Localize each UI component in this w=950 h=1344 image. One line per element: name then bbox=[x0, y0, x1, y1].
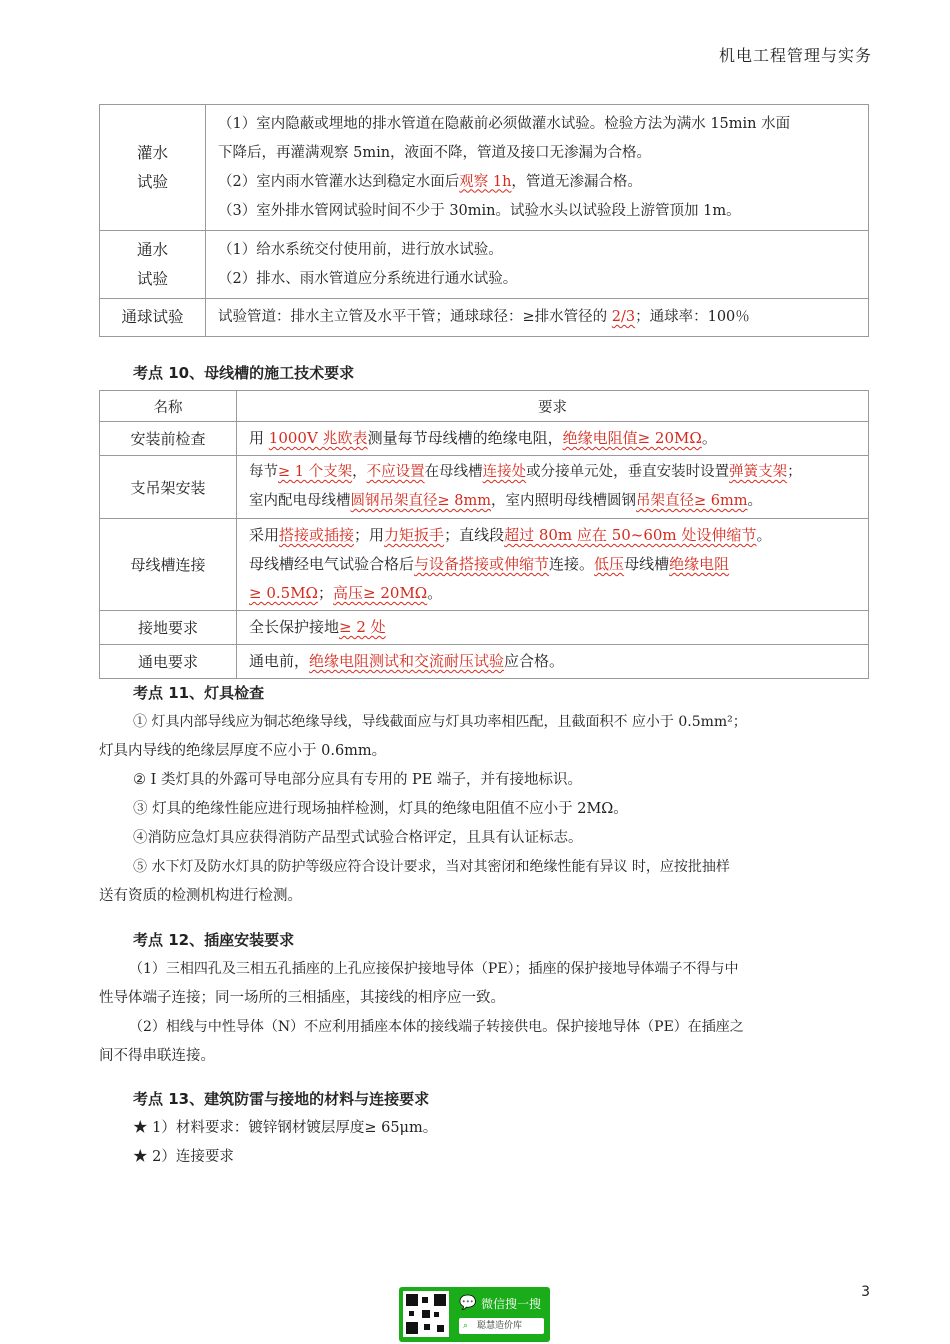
row-body-cell bbox=[237, 645, 869, 679]
text-span: ；通球率：100％ bbox=[635, 309, 750, 325]
row-body-cell bbox=[237, 611, 869, 645]
text-span: 。 bbox=[747, 493, 762, 509]
paragraph-line: ① 灯具内部导线应为铜芯绝缘导线，导线截面应与灯具功率相匹配，且截面积不 应小于 0.5mm²； bbox=[133, 714, 747, 730]
row-body-cell bbox=[206, 299, 869, 337]
text-line: （1）给水系统交付使用前，进行放水试验。 bbox=[218, 241, 503, 258]
qr-code bbox=[403, 1291, 449, 1337]
text-span: ，室内照明母线槽圆钢 bbox=[490, 493, 636, 509]
text-span: 应合格。 bbox=[504, 652, 565, 670]
text-span: 室内配电母线槽 bbox=[249, 493, 351, 509]
text-span: （2）室内雨水管灌水达到稳定水面后 bbox=[218, 173, 460, 190]
row-name: 试验 bbox=[136, 172, 168, 191]
highlight-text: 低压 bbox=[594, 555, 625, 573]
column-header-requirement: 要求 bbox=[237, 391, 869, 422]
text-span: ；直线段 bbox=[444, 526, 505, 544]
row-name-cell bbox=[100, 231, 206, 299]
highlight-text: 与设备搭接或伸缩节 bbox=[414, 555, 550, 573]
text-span: 或分接单元处，垂直安装时设置 bbox=[526, 464, 730, 480]
text-span: 全长保护接地 bbox=[249, 618, 340, 636]
paragraph-line: ④消防应急灯具应获得消防产品型式试验合格评定，且具有认证标志。 bbox=[133, 830, 583, 846]
text-span: 母线槽经电气试验合格后 bbox=[249, 555, 415, 573]
row-name: 支吊架安装 bbox=[100, 456, 237, 519]
paragraph-line: ② Ⅰ 类灯具的外露可导电部分应具有专用的 PE 端子，并有接地标识。 bbox=[133, 772, 583, 788]
paragraph-line: 灯具内导线的绝缘层厚度不应小于 0.6mm。 bbox=[99, 743, 387, 759]
table-row bbox=[100, 299, 869, 337]
highlight-text: 观察 1h bbox=[459, 173, 512, 190]
paragraph-line: 送有资质的检测机构进行检测。 bbox=[99, 888, 302, 904]
text-line: 下降后，再灌满观察 5min，液面不降，管道及接口无渗漏为合格。 bbox=[218, 144, 652, 161]
highlight-text: 高压≥ 20MΩ bbox=[333, 584, 428, 602]
text-span: ；用 bbox=[354, 526, 385, 544]
table-row bbox=[100, 456, 869, 519]
highlight-text: ≥ 0.5MΩ bbox=[249, 584, 318, 602]
row-body-cell bbox=[237, 422, 869, 456]
text-line bbox=[218, 168, 860, 197]
highlight-text: 绝缘电阻值≥ 20MΩ bbox=[562, 429, 702, 447]
text-line bbox=[249, 458, 858, 487]
wechat-search-card[interactable] bbox=[399, 1287, 550, 1342]
text-span: 试验管道：排水主立管及水平干管；通球球径：≥排水管径的 bbox=[218, 309, 612, 325]
paragraph-line: ★ 2）连接要求 bbox=[133, 1149, 234, 1165]
paragraph-line: ③ 灯具的绝缘性能应进行现场抽样检测，灯具的绝缘电阻值不应小于 2MΩ。 bbox=[133, 801, 628, 817]
highlight-text: ≥ 1 个支架 bbox=[278, 464, 353, 480]
text-span: ； bbox=[318, 584, 334, 602]
paragraph-line: （1）三相四孔及三相五孔插座的上孔应接保护接地导体（PE）；插座的保护接地导体端子不得与中 bbox=[129, 961, 739, 977]
highlight-text: 圆钢吊架直径≥ 8mm bbox=[350, 493, 491, 509]
row-name: 通电要求 bbox=[100, 645, 237, 679]
text-span: 每节 bbox=[249, 464, 278, 480]
text-line: （1）室内隐蔽或埋地的排水管道在隐蔽前必须做灌水试验。检验方法为满水 15min 水面 bbox=[218, 115, 791, 132]
wechat-label: 微信搜一搜 bbox=[481, 1297, 542, 1311]
section-title: 考点 12、插座安装要求 bbox=[133, 931, 295, 949]
table-row bbox=[100, 422, 869, 456]
paragraph-line: 性导体端子连接；同一场所的三相插座，其接线的相序应一致。 bbox=[99, 990, 505, 1006]
table-row bbox=[100, 519, 869, 611]
highlight-text: 绝缘电阻测试和交流耐压试验 bbox=[309, 652, 505, 670]
paragraph-line: ★ 1）材料要求：镀锌钢材镀层厚度≥ 65μm。 bbox=[133, 1120, 438, 1136]
text-line: （2）排水、雨水管道应分系统进行通水试验。 bbox=[218, 270, 518, 287]
highlight-text: 超过 80m 应在 50~60m 处设伸缩节 bbox=[504, 526, 757, 544]
header-title: 机电工程管理与实务 bbox=[718, 46, 872, 65]
highlight-text: 1000V 兆欧表 bbox=[268, 429, 368, 447]
table-row bbox=[100, 645, 869, 679]
table-row bbox=[100, 105, 869, 231]
wechat-icon: 💬 bbox=[459, 1295, 477, 1311]
search-text: 聪慧造价库 bbox=[477, 1321, 523, 1331]
text-span: 用 bbox=[249, 429, 269, 447]
row-name: 灌水 bbox=[136, 143, 168, 162]
highlight-text: 连接处 bbox=[482, 464, 527, 480]
section-title: 考点 11、灯具检查 bbox=[133, 684, 265, 702]
highlight-text: 2/3 bbox=[611, 309, 636, 325]
table-row bbox=[100, 611, 869, 645]
text-span: 。 bbox=[756, 526, 772, 544]
text-line bbox=[249, 521, 858, 550]
paragraph-line: 间不得串联连接。 bbox=[99, 1048, 215, 1064]
section-body bbox=[99, 708, 869, 911]
row-name-cell bbox=[100, 105, 206, 231]
highlight-text: 力矩扳手 bbox=[384, 526, 445, 544]
paragraph-line: （2）相线与中性导体（N）不应利用插座本体的接线端子转接供电。保护接地导体（PE）在插座之 bbox=[129, 1019, 744, 1035]
highlight-text: 吊架直径≥ 6mm bbox=[635, 493, 748, 509]
section-title: 考点 13、建筑防雷与接地的材料与连接要求 bbox=[133, 1090, 430, 1108]
text-span: 采用 bbox=[249, 526, 280, 544]
table-header-row bbox=[100, 391, 869, 422]
section-title: 考点 10、母线槽的施工技术要求 bbox=[133, 364, 355, 382]
row-body-cell bbox=[206, 105, 869, 231]
row-name: 接地要求 bbox=[100, 611, 237, 645]
row-name: 通球试验 bbox=[100, 299, 206, 337]
row-name: 母线槽连接 bbox=[100, 519, 237, 611]
section-body bbox=[99, 1114, 869, 1172]
text-span: 。 bbox=[427, 584, 443, 602]
text-span: ，管道无渗漏合格。 bbox=[511, 173, 642, 190]
text-span: 。 bbox=[701, 429, 717, 447]
highlight-text: ≥ 2 处 bbox=[339, 618, 386, 636]
highlight-text: 搭接或插接 bbox=[279, 526, 355, 544]
text-span: 通电前， bbox=[249, 652, 310, 670]
row-name: 安装前检查 bbox=[100, 422, 237, 456]
text-line bbox=[249, 579, 858, 608]
paragraph-line: ⑤ 水下灯及防水灯具的防护等级应符合设计要求，当对其密闭和绝缘性能有异议 时，应按批抽样 bbox=[133, 859, 730, 875]
highlight-text: 不应设置 bbox=[366, 464, 425, 480]
column-header-name: 名称 bbox=[100, 391, 237, 422]
highlight-text: 绝缘电阻 bbox=[669, 555, 730, 573]
text-span: 母线槽 bbox=[624, 555, 670, 573]
row-name: 通水 bbox=[136, 240, 168, 259]
text-line bbox=[249, 487, 858, 516]
text-span: 在母线槽 bbox=[424, 464, 483, 480]
search-icon: ⌕ bbox=[463, 1321, 469, 1331]
row-body-cell bbox=[206, 231, 869, 299]
row-name: 试验 bbox=[136, 269, 168, 288]
text-span: 连接。 bbox=[549, 555, 595, 573]
search-box[interactable] bbox=[459, 1318, 544, 1334]
section-body bbox=[99, 955, 869, 1071]
test-table bbox=[99, 104, 869, 337]
text-span: ； bbox=[787, 464, 802, 480]
page-number: 3 bbox=[861, 1284, 870, 1300]
text-line bbox=[249, 550, 858, 579]
text-span: 测量每节母线槽的绝缘电阻， bbox=[367, 429, 563, 447]
text-span: ， bbox=[352, 464, 367, 480]
highlight-text: 弹簧支架 bbox=[729, 464, 788, 480]
busway-table bbox=[99, 390, 869, 679]
table-row bbox=[100, 231, 869, 299]
row-body-cell bbox=[237, 456, 869, 519]
text-line: （3）室外排水管网试验时间不少于 30min。试验水头以试验段上游管顶加 1m。 bbox=[218, 202, 741, 219]
row-body-cell bbox=[237, 519, 869, 611]
